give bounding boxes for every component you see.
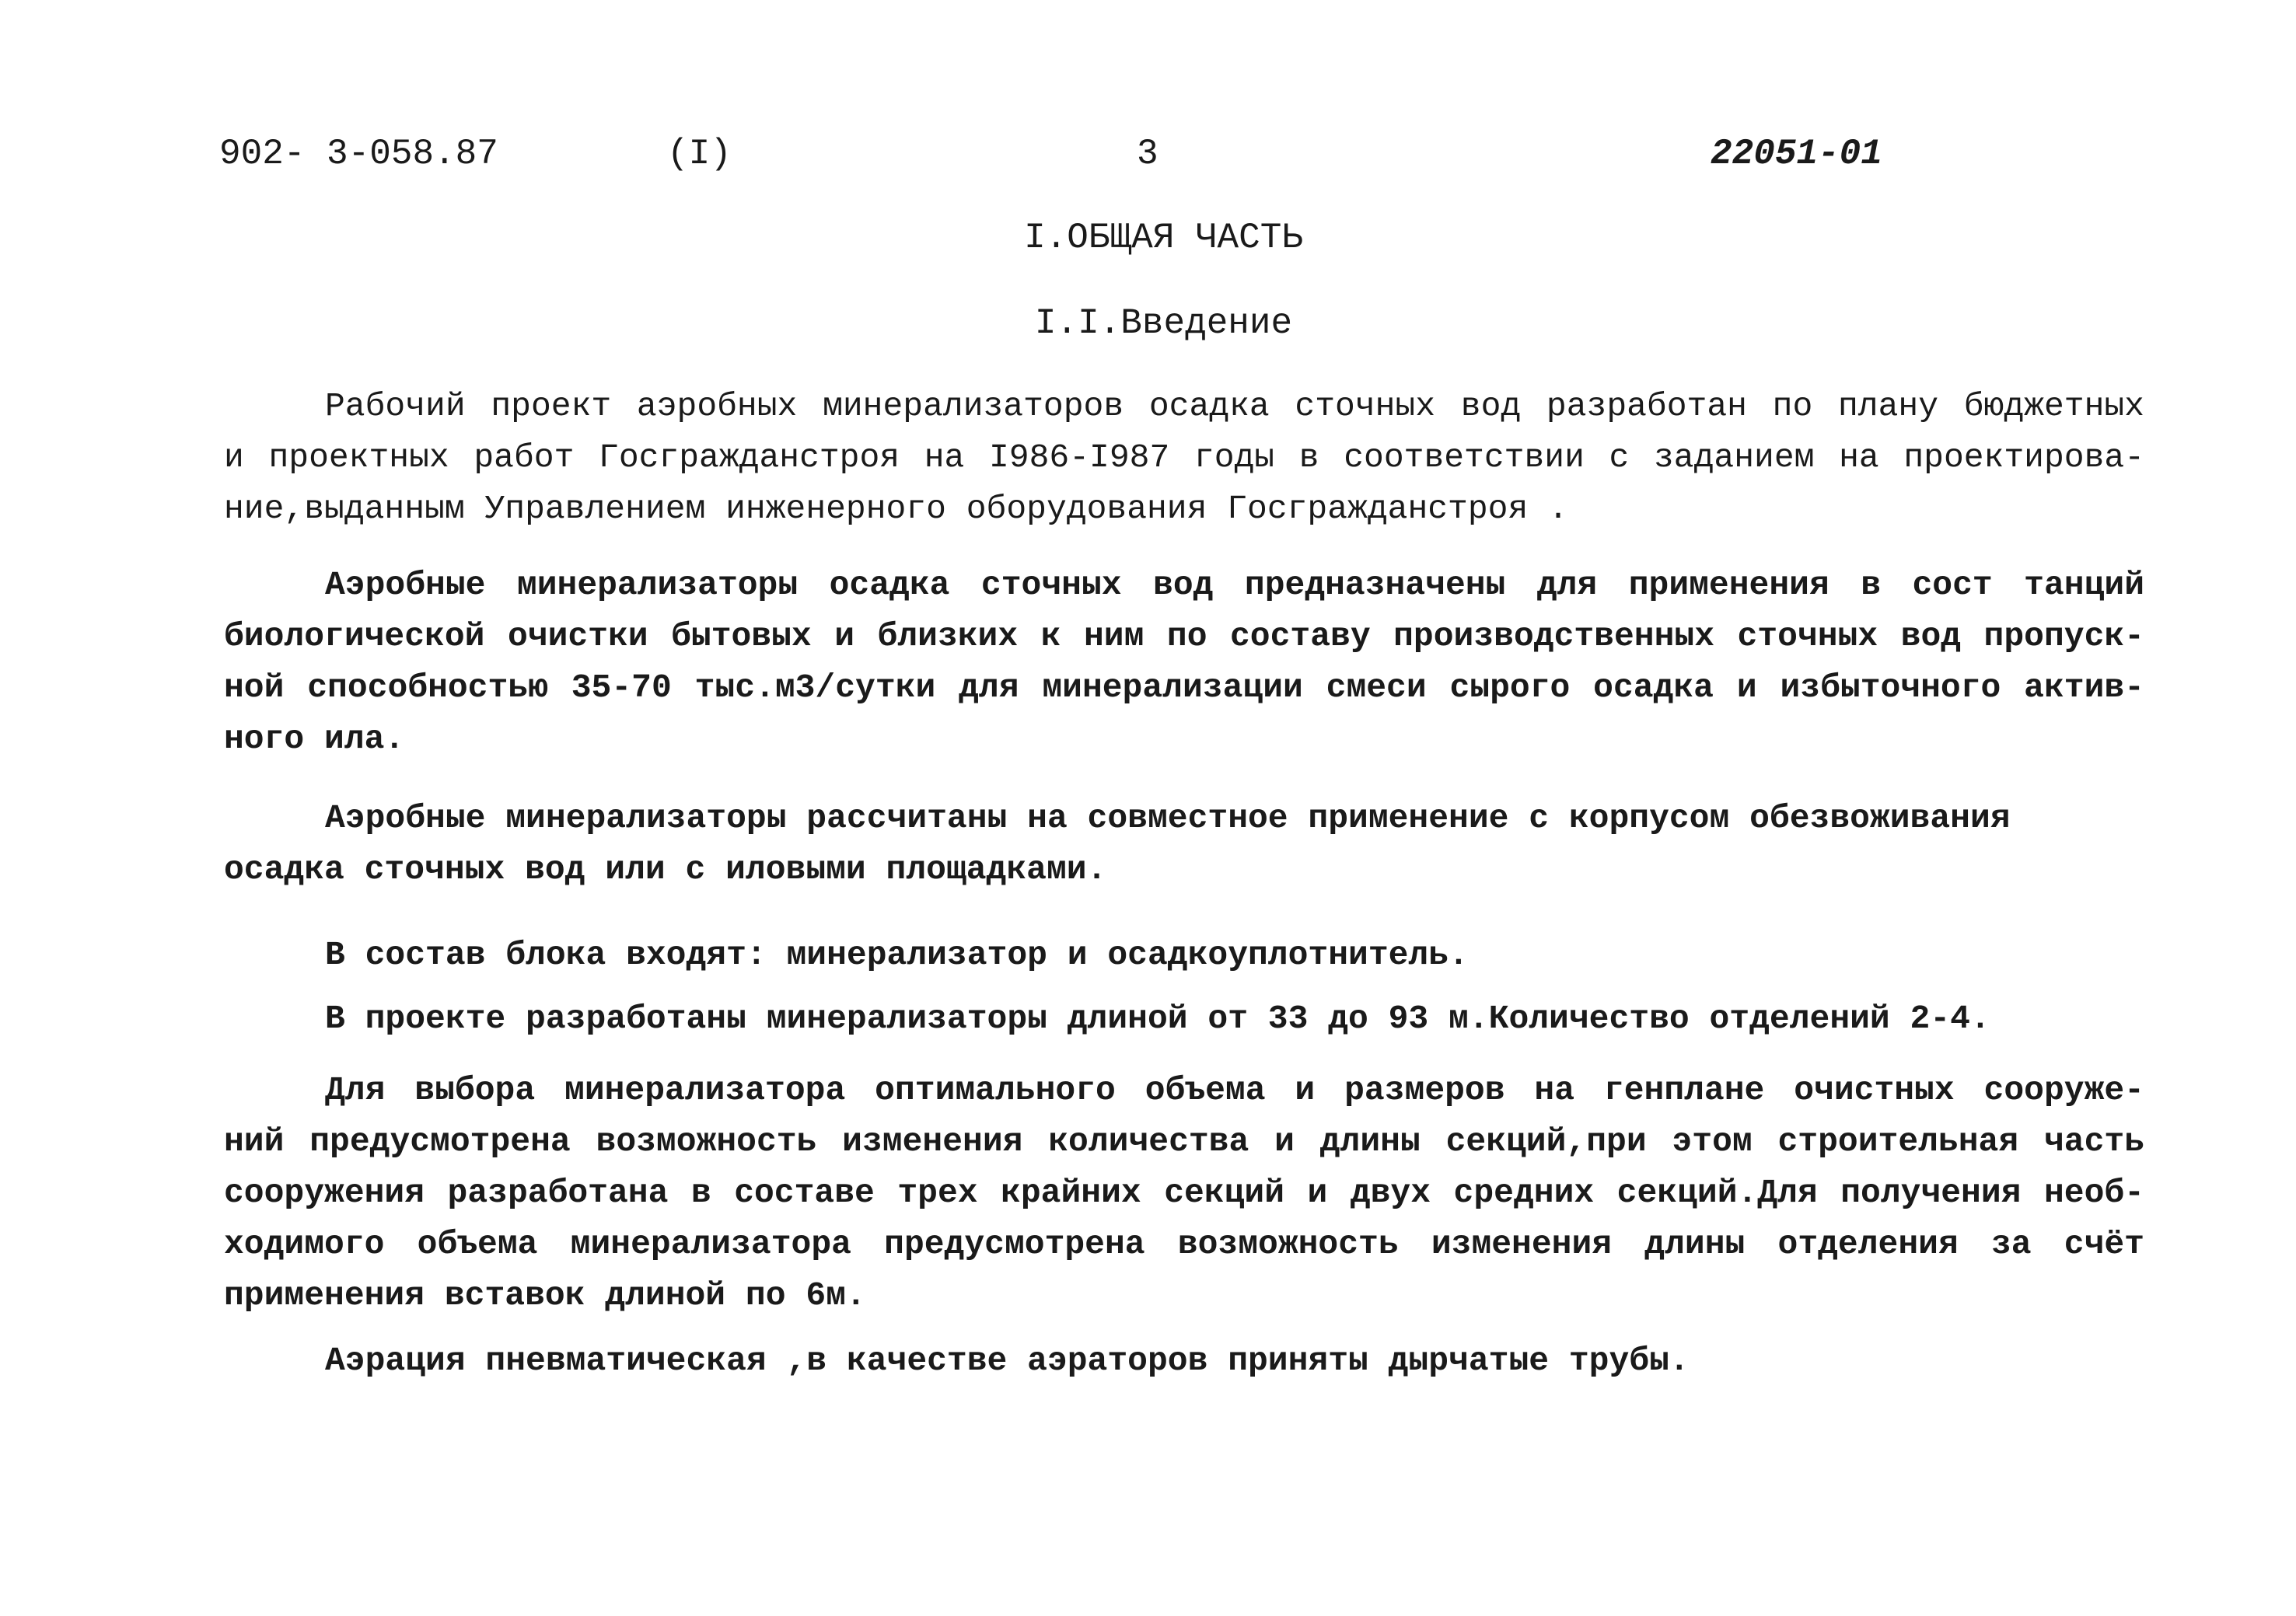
paragraph-line: ходимого объема минерализатора предусмотрена возможность изменения длины отделения за счёт — [224, 1225, 2144, 1263]
paragraph-line: ной способностью 35-70 тыс.м3/сутки для минерализации смеси сырого осадка и избыточного актив- — [224, 668, 2144, 707]
paragraph-purpose — [224, 560, 2144, 765]
section-title: I.ОБЩАЯ ЧАСТЬ — [1024, 218, 1303, 258]
paragraph-compatibility — [224, 793, 2144, 895]
volume-label: (I) — [667, 134, 732, 174]
paragraph-line: осадка сточных вод или с иловыми площадками. — [224, 850, 1107, 888]
paragraph-line: Аэробные минерализаторы рассчитаны на совместное применение с корпусом обезвоживания — [325, 799, 2011, 837]
paragraph-line: ние,выданным Управлением инженерного оборудования Госгражданстроя . — [224, 490, 1568, 528]
paragraph-line: ний предусмотрена возможность изменения количества и длины секций,при этом строительная часть — [224, 1122, 2144, 1161]
page-number: 3 — [1137, 134, 1158, 174]
paragraph-line: и проектных работ Госгражданстроя на I986-I987 годы в соответствии с заданием на проектирова- — [224, 438, 2144, 476]
paragraph-line: Рабочий проект аэробных минерализаторов осадка сточных вод разработан по плану бюджетных — [325, 387, 2144, 425]
paragraph-lengths — [224, 993, 2144, 1045]
paragraph-line: ного ила. — [224, 720, 405, 758]
paragraph-line: сооружения разработана в составе трех крайних секций и двух средних секций.Для получения необ- — [224, 1174, 2144, 1212]
paragraph-line: Для выбора минерализатора оптимального объема и размеров на генплане очистных сооруже- — [325, 1071, 2144, 1109]
paragraph-line: В проекте разработаны минерализаторы длиной от 33 до 93 м.Количество отделений 2-4. — [325, 1000, 1990, 1038]
document-number: 22051-01 — [1711, 134, 1882, 174]
paragraph-block-composition — [224, 930, 2144, 981]
paragraph-line: Аэрация пневматическая ,в качестве аэраторов приняты дырчатые трубы. — [325, 1342, 1690, 1380]
document-code: 902- 3-058.87 — [219, 134, 498, 174]
paragraph-aeration — [224, 1335, 2144, 1387]
paragraph-line: В состав блока входят: минерализатор и осадкоуплотнитель. — [325, 936, 1469, 974]
paragraph-line: Аэробные минерализаторы осадка сточных вод предназначены для применения в сост танций — [325, 566, 2144, 604]
paragraph-selection — [224, 1065, 2144, 1321]
paragraph-introduction — [224, 381, 2144, 535]
paragraph-line: биологической очистки бытовых и близких к ним по составу производственных сточных вод пропуск- — [224, 617, 2144, 655]
paragraph-line: применения вставок длиной по 6м. — [224, 1276, 866, 1314]
subsection-title: I.I.Введение — [1034, 303, 1293, 344]
